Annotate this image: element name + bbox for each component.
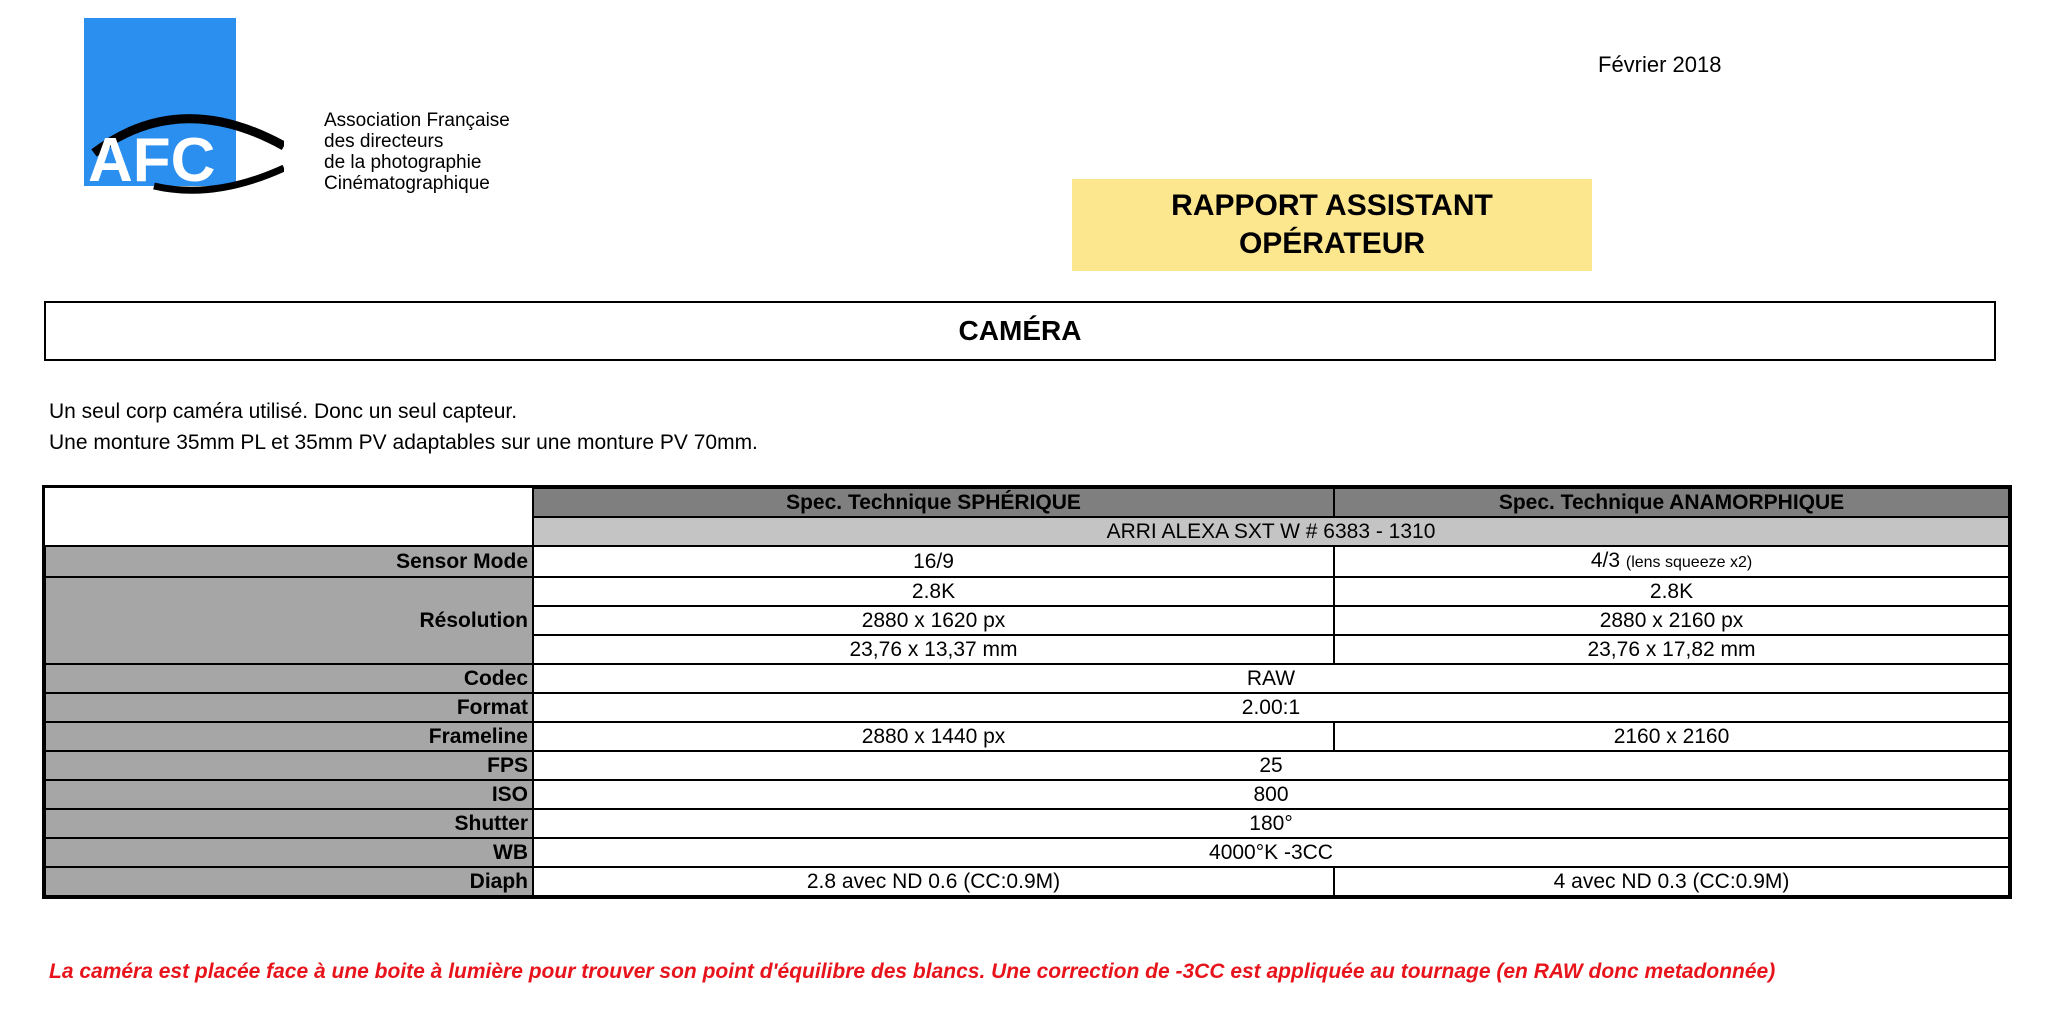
row-label-resolution: Résolution xyxy=(45,577,533,664)
row-label-format: Format xyxy=(45,693,533,722)
camera-spec-table xyxy=(44,487,2010,897)
row-label-sensor-mode: Sensor Mode xyxy=(45,546,533,577)
resolution-spherical-2: 2880 x 1620 px xyxy=(533,606,1334,635)
resolution-anamorphic-2: 2880 x 2160 px xyxy=(1334,606,2009,635)
table-row-codec xyxy=(45,664,2009,693)
table-header-row xyxy=(45,488,2009,517)
table-row-sensor-mode xyxy=(45,546,2009,577)
table-row-iso xyxy=(45,780,2009,809)
row-label-codec: Codec xyxy=(45,664,533,693)
table-corner xyxy=(45,488,533,517)
diaph-spherical: 2.8 avec ND 0.6 (CC:0.9M) xyxy=(533,867,1334,896)
resolution-spherical-1: 2.8K xyxy=(533,577,1334,606)
sensor-mode-anamorphic: 4/3 xyxy=(1590,549,1621,572)
format-value: 2.00:1 xyxy=(533,693,2009,722)
section-title: CAMÉRA xyxy=(44,301,1996,361)
resolution-anamorphic-3: 23,76 x 17,82 mm xyxy=(1334,635,2009,664)
row-label-shutter: Shutter xyxy=(45,809,533,838)
wb-value: 4000°K -3CC xyxy=(533,838,2009,867)
logo-text: AFC xyxy=(88,126,216,195)
codec-value: RAW xyxy=(533,664,2009,693)
association-line-2: des directeurs xyxy=(324,131,444,152)
white-balance-note: La caméra est placée face à une boite à lumière pour trouver son point d'équilibre des blancs. Une correction de -3CC est appliquée au tournage (en RAW donc metadonnée) xyxy=(49,960,1776,983)
association-line-3: de la photographie xyxy=(324,152,482,173)
table-row-format xyxy=(45,693,2009,722)
resolution-spherical-3: 23,76 x 13,37 mm xyxy=(533,635,1334,664)
intro-line-2: Une monture 35mm PL et 35mm PV adaptables sur une monture PV 70mm. xyxy=(49,431,758,454)
table-row-resolution-1 xyxy=(45,577,2009,606)
fps-value: 25 xyxy=(533,751,2009,780)
row-label-wb: WB xyxy=(45,838,533,867)
col-header-spherical: Spec. Technique SPHÉRIQUE xyxy=(533,488,1334,517)
table-row-camera-model xyxy=(45,517,2009,546)
camera-model: ARRI ALEXA SXT W # 6383 - 1310 xyxy=(533,517,2009,546)
association-line-1: Association Française xyxy=(324,110,510,131)
frameline-anamorphic: 2160 x 2160 xyxy=(1334,722,2009,751)
table-row-frameline xyxy=(45,722,2009,751)
table-row-wb xyxy=(45,838,2009,867)
row-label-iso: ISO xyxy=(45,780,533,809)
association-line-4: Cinématographique xyxy=(324,173,490,194)
row-label-frameline: Frameline xyxy=(45,722,533,751)
report-title-line-2: OPÉRATEUR xyxy=(1238,227,1426,260)
diaph-anamorphic: 4 avec ND 0.3 (CC:0.9M) xyxy=(1334,867,2009,896)
table-row-fps xyxy=(45,751,2009,780)
sensor-mode-spherical: 16/9 xyxy=(533,546,1334,577)
frameline-spherical: 2880 x 1440 px xyxy=(533,722,1334,751)
intro-text xyxy=(49,396,758,458)
resolution-anamorphic-1: 2.8K xyxy=(1334,577,2009,606)
shutter-value: 180° xyxy=(533,809,2009,838)
intro-line-1: Un seul corp caméra utilisé. Donc un seul capteur. xyxy=(49,400,518,423)
sensor-mode-anamorphic-cell xyxy=(1334,546,2009,577)
report-title-banner xyxy=(1072,179,1592,271)
table-row-diaph xyxy=(45,867,2009,896)
sensor-mode-anamorphic-note: (lens squeeze x2) xyxy=(1625,554,1753,571)
table-row-shutter xyxy=(45,809,2009,838)
iso-value: 800 xyxy=(533,780,2009,809)
row-label-diaph: Diaph xyxy=(45,867,533,896)
report-title-line-1: RAPPORT ASSISTANT xyxy=(1171,189,1493,222)
col-header-anamorphic: Spec. Technique ANAMORPHIQUE xyxy=(1334,488,2009,517)
afc-logo xyxy=(84,18,284,204)
document-date: Février 2018 xyxy=(1598,52,1722,77)
row-label-fps: FPS xyxy=(45,751,533,780)
association-name xyxy=(324,110,510,194)
